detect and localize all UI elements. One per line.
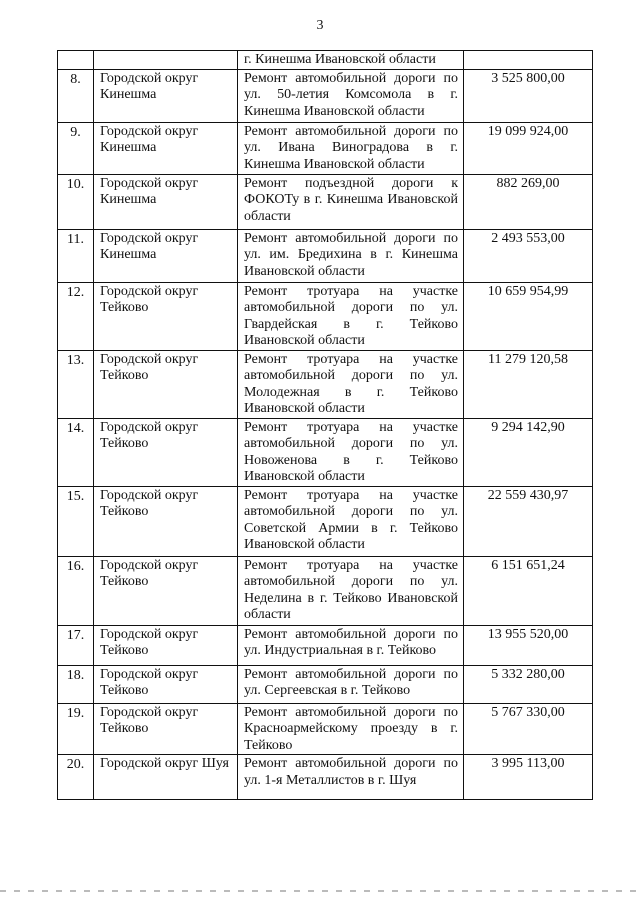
row-amount: 22 559 430,97 [464, 486, 593, 556]
row-description: Ремонт автомобильной дороги по ул. 1-я Металлистов в г. Шуя [238, 755, 464, 800]
row-municipality: Городской округ Тейково [94, 665, 238, 703]
row-municipality: Городской округ Тейково [94, 418, 238, 486]
row-number: 8. [58, 69, 94, 122]
row-municipality: Городской округ Тейково [94, 625, 238, 665]
table-row [58, 755, 593, 800]
row-amount: 5 767 330,00 [464, 703, 593, 755]
row-number [58, 51, 94, 70]
table-row [58, 229, 593, 282]
row-description: Ремонт автомобильной дороги по Красноармейскому проезду в г. Тейково [238, 703, 464, 755]
row-description: Ремонт тротуара на участке автомобильной дороги по ул. Советской Армии в г. Тейково Ивановской области [238, 486, 464, 556]
row-amount: 5 332 280,00 [464, 665, 593, 703]
row-description: Ремонт автомобильной дороги по ул. им. Бредихина в г. Кинешма Ивановской области [238, 229, 464, 282]
row-number: 18. [58, 665, 94, 703]
row-amount [464, 51, 593, 70]
row-description: Ремонт тротуара на участке автомобильной дороги по ул. Неделина в г. Тейково Ивановской области [238, 556, 464, 625]
table-row [58, 418, 593, 486]
row-number: 13. [58, 350, 94, 418]
row-amount: 19 099 924,00 [464, 122, 593, 174]
row-description: Ремонт автомобильной дороги по ул. Ивана Виноградова в г. Кинешма Ивановской области [238, 122, 464, 174]
table-row [58, 122, 593, 174]
row-description: Ремонт автомобильной дороги по ул. Индустриальная в г. Тейково [238, 625, 464, 665]
table-row [58, 69, 593, 122]
row-description: Ремонт тротуара на участке автомобильной дороги по ул. Молодежная в г. Тейково Ивановской области [238, 350, 464, 418]
row-number: 14. [58, 418, 94, 486]
row-municipality: Городской округ Кинешма [94, 229, 238, 282]
row-municipality [94, 51, 238, 70]
row-description: г. Кинешма Ивановской области [238, 51, 464, 70]
row-amount: 11 279 120,58 [464, 350, 593, 418]
row-description: Ремонт автомобильной дороги по ул. Сергеевская в г. Тейково [238, 665, 464, 703]
row-number: 15. [58, 486, 94, 556]
row-municipality: Городской округ Тейково [94, 486, 238, 556]
table-row-continuation [58, 51, 593, 70]
row-municipality: Городской округ Тейково [94, 556, 238, 625]
row-number: 19. [58, 703, 94, 755]
row-number: 9. [58, 122, 94, 174]
row-number: 20. [58, 755, 94, 800]
table-row [58, 703, 593, 755]
row-amount: 13 955 520,00 [464, 625, 593, 665]
page-number: 3 [316, 18, 324, 33]
row-amount: 9 294 142,90 [464, 418, 593, 486]
row-number: 12. [58, 282, 94, 350]
row-amount: 3 525 800,00 [464, 69, 593, 122]
row-municipality: Городской округ Кинешма [94, 69, 238, 122]
row-municipality: Городской округ Тейково [94, 282, 238, 350]
row-number: 11. [58, 229, 94, 282]
row-municipality: Городской округ Тейково [94, 350, 238, 418]
row-description: Ремонт тротуара на участке автомобильной дороги по ул. Гвардейская в г. Тейково Ивановской области [238, 282, 464, 350]
road-repair-table [57, 50, 593, 800]
table-row [58, 625, 593, 665]
row-description: Ремонт подъездной дороги к ФОКОТу в г. Кинешма Ивановской области [238, 174, 464, 229]
row-number: 17. [58, 625, 94, 665]
row-description: Ремонт автомобильной дороги по ул. 50-летия Комсомола в г. Кинешма Ивановской области [238, 69, 464, 122]
table-row [58, 174, 593, 229]
row-amount: 2 493 553,00 [464, 229, 593, 282]
table-row [58, 665, 593, 703]
row-municipality: Городской округ Шуя [94, 755, 238, 800]
row-municipality: Городской округ Тейково [94, 703, 238, 755]
table-row [58, 282, 593, 350]
row-number: 10. [58, 174, 94, 229]
row-amount: 10 659 954,99 [464, 282, 593, 350]
table-row [58, 556, 593, 625]
table-row [58, 350, 593, 418]
table-row [58, 486, 593, 556]
row-number: 16. [58, 556, 94, 625]
row-description: Ремонт тротуара на участке автомобильной дороги по ул. Новоженова в г. Тейково Ивановской области [238, 418, 464, 486]
row-municipality: Городской округ Кинешма [94, 122, 238, 174]
scan-artifact-line [0, 890, 640, 892]
row-amount: 3 995 113,00 [464, 755, 593, 800]
row-amount: 882 269,00 [464, 174, 593, 229]
row-municipality: Городской округ Кинешма [94, 174, 238, 229]
row-amount: 6 151 651,24 [464, 556, 593, 625]
